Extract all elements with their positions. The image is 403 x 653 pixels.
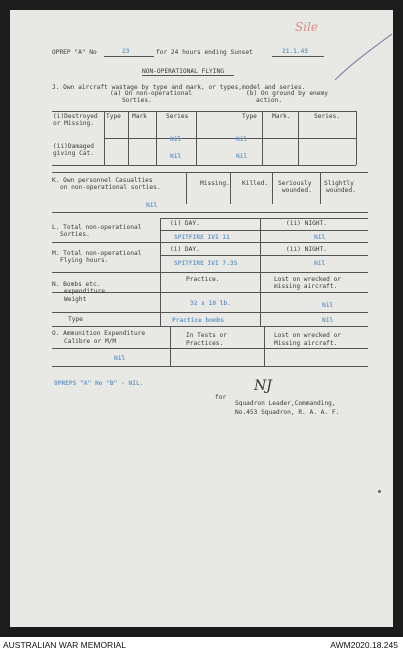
handwritten-stroke: [310, 20, 395, 85]
oprep-b-note: OPREPS "A" No "B" - NIL.: [54, 380, 144, 387]
section-m-label: M. Total non-operational: [52, 250, 142, 257]
page-title: NON-OPERATIONAL FLYING: [142, 68, 224, 75]
handwritten-note: Sile: [295, 20, 318, 34]
section-l-label: L. Total non-operational: [52, 224, 142, 231]
document-page: Sile OPREP "A" No 23 for 24 hours ending Sunset 21.1.45 NON-OPERATIONAL FLYING J. Own aircraft wastage by type and mark, or types,model and series. (a) On non-operational Sorties. (b) On ground by enemy action. (i)Destroyed or Missing. (ii)Damaged giving Cat. Type Mark Series Type Mark. Series. Nil Nil Nil Nil K. Own personnel Casualties on non-operational sorties. Missing. Killed. Seriously wounded. Slightly wounded. Nil L. Total non-operational Sorties. (i) DAY. (ii) NIGHT. SPITFIRE IVI 11 Nil M. Total non-operational Flying hours. (i) DAY. (ii) NIGHT. SPITFIRE IVI 7.35 Nil N. Bombs etc. expenditure Weight Practice. Lost on wrecked or missing aircraft. 32 x 10 lb. Nil Type Practice bombs Nil O. Ammunition Expenditure Calibre or M/M In Tests or Practices. Lost on wrecked or Missing aircraft. Nil OPREPS "A" No "B" - NIL. NJ for Squadron Leader,Commanding, No.453 Squadron, R. A. A. F.: [10, 10, 393, 627]
report-date: 21.1.45: [282, 48, 309, 55]
oprep-label: OPREP "A" No: [52, 49, 97, 56]
signatory-unit: No.453 Squadron, R. A. A. F.: [235, 409, 340, 416]
period-label: for 24 hours ending Sunset: [156, 49, 253, 56]
signature: NJ: [254, 378, 272, 394]
section-n-label: N. Bombs etc.: [52, 281, 101, 288]
caption-right: AWM2020.18.245: [330, 640, 398, 650]
section-o-label: O. Ammunition Expenditure: [52, 330, 146, 337]
caption-bar: [0, 637, 403, 653]
signatory-title: Squadron Leader,Commanding,: [235, 400, 336, 407]
section-j-label: J. Own aircraft wastage by type and mark, or types,model and series.: [52, 84, 306, 91]
section-k-label: K. Own personnel Casualties: [52, 177, 153, 184]
oprep-number: 23: [122, 48, 130, 55]
caption-left: AUSTRALIAN WAR MEMORIAL: [3, 640, 126, 650]
